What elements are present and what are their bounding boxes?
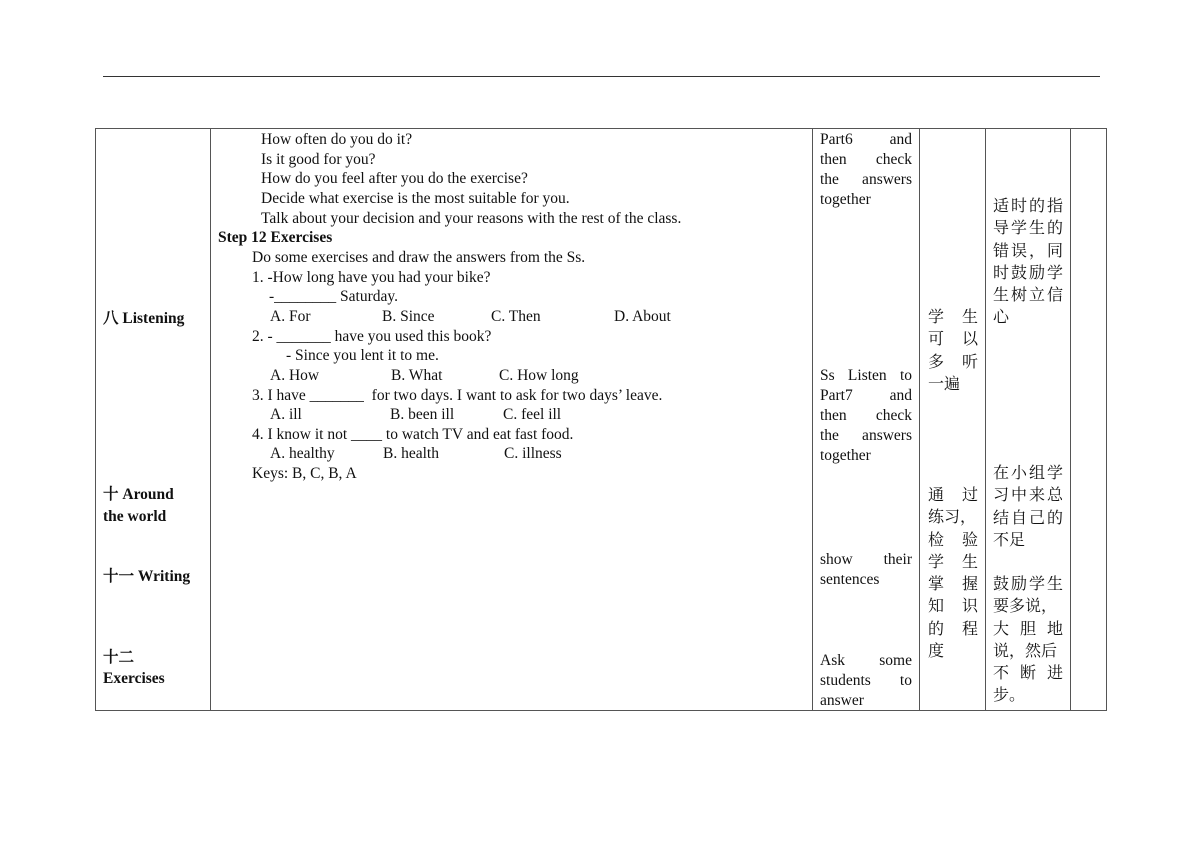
stage-writing: 十一 Writing xyxy=(103,568,191,585)
header-rule xyxy=(103,76,1100,77)
purpose-column xyxy=(920,129,986,711)
activity-part7: Ss Listen to Part7 and then check the answers together xyxy=(820,367,912,464)
question-1-option-c: C. Then xyxy=(491,308,541,325)
question-2: 2. - _______ have you used this book? xyxy=(252,328,492,345)
step-12-heading: Step 12 Exercises xyxy=(218,229,333,246)
question-3: 3. I have _______ for two days. I want to ask for two days’ leave. xyxy=(252,387,663,404)
activity-part6: Part6 and then check the answers together xyxy=(820,131,912,208)
question-2-option-c: C. How long xyxy=(499,367,579,384)
question-2-option-b: B. What xyxy=(391,367,443,384)
note-encourage-speaking: 鼓励学生 要多说， 大 胆 地 说，然后 不 断 进 步。 xyxy=(993,574,1063,705)
table-row xyxy=(96,129,1107,711)
stage-listening: 八 Listening xyxy=(103,310,185,327)
question-how-often: How often do you do it? xyxy=(261,131,413,148)
stage-around-the-world-line2: the world xyxy=(103,508,167,525)
content-column xyxy=(211,129,813,711)
question-3-option-c: C. feel ill xyxy=(503,406,562,423)
instruction-decide: Decide what exercise is the most suitable for you. xyxy=(261,190,570,207)
stage-exercises: Exercises xyxy=(103,670,165,687)
notes-column xyxy=(986,129,1071,711)
question-1: 1. -How long have you had your bike? xyxy=(252,269,491,286)
question-1-option-b: B. Since xyxy=(382,308,435,325)
note-group-summary: 在小组学 习中来总 结自己的 不足 xyxy=(993,463,1063,549)
lesson-plan-table xyxy=(95,128,1107,711)
question-1-option-d: D. About xyxy=(614,308,671,325)
activity-show-sentences: show their sentences xyxy=(820,551,912,588)
stage-around-the-world: 十 Around xyxy=(103,486,174,503)
activity-column xyxy=(813,129,920,711)
stage-column xyxy=(96,129,211,711)
question-2-answer-line: - Since you lent it to me. xyxy=(286,347,439,364)
question-good: Is it good for you? xyxy=(261,151,376,168)
question-3-option-a: A. ill xyxy=(270,406,302,423)
question-3-option-b: B. been ill xyxy=(390,406,455,423)
purpose-practice-check: 通 过 练习， 检 验 学 生 掌 握 知 识 的 程 度 xyxy=(928,485,978,661)
question-4: 4. I know it not ____ to watch TV and eat fast food. xyxy=(252,426,574,443)
instruction-talk: Talk about your decision and your reasons with the rest of the class. xyxy=(261,210,682,227)
question-4-option-b: B. health xyxy=(383,445,439,462)
question-2-option-a: A. How xyxy=(270,367,320,384)
note-guide-students: 适时的指 导学生的 错误，同 时鼓励学 生树立信 心 xyxy=(993,196,1063,327)
question-4-option-c: C. illness xyxy=(504,445,562,462)
exercise-intro: Do some exercises and draw the answers from the Ss. xyxy=(252,249,586,266)
question-feel: How do you feel after you do the exercise? xyxy=(261,170,528,187)
empty-column xyxy=(1071,129,1107,711)
activity-ask-students: Ask some students to answer xyxy=(820,652,912,709)
question-1-answer-line: -________ Saturday. xyxy=(269,288,399,305)
stage-exercises-number: 十二 xyxy=(103,649,135,666)
answer-keys: Keys: B, C, B, A xyxy=(252,465,357,482)
purpose-listen-more: 学 生 可 以 多 听 一遍 xyxy=(928,307,978,393)
question-4-option-a: A. healthy xyxy=(270,445,335,462)
question-1-option-a: A. For xyxy=(270,308,311,325)
